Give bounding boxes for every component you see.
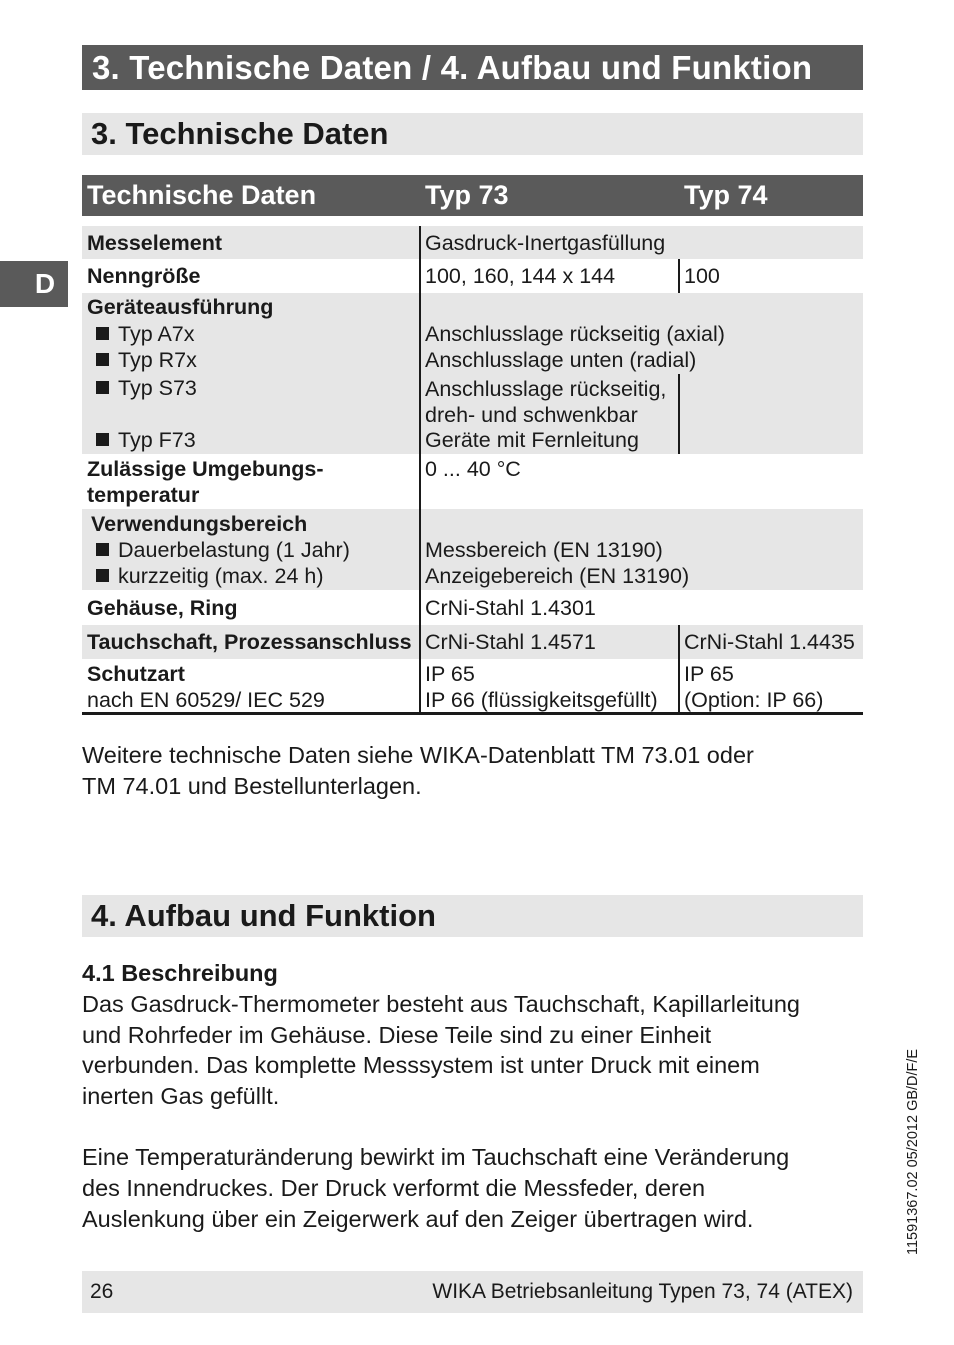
paragraph-line: verbunden. Das komplette Messsystem ist unter Druck mit einem <box>82 1052 760 1078</box>
language-tab: D <box>0 261 68 307</box>
list-item: Dauerbelastung (1 Jahr) <box>96 537 350 563</box>
row-value-typ74: CrNi-Stahl 1.4435 <box>684 630 855 654</box>
table-row-tauchschaft <box>82 625 863 659</box>
row-value: 0 ... 40 °C <box>425 457 521 481</box>
row-value: Gasdruck-Inertgasfüllung <box>425 231 666 255</box>
header-technische-daten: Technische Daten <box>87 180 317 210</box>
row-label: Zulässige Umgebungs- <box>87 457 324 481</box>
paragraph-line: Auslenkung über ein Zeigerwerk auf den Zeiger übertragen wird. <box>82 1206 754 1232</box>
row-value-typ74: IP 65 <box>684 662 734 686</box>
row-value: Anzeigebereich (EN 13190) <box>425 564 690 588</box>
row-label: Gehäuse, Ring <box>87 596 238 620</box>
row-value-typ73: IP 66 (flüssigkeitsgefüllt) <box>425 688 658 712</box>
note-line: Weitere technische Daten siehe WIKA-Datenblatt TM 73.01 oder <box>82 742 754 768</box>
note-line: TM 74.01 und Bestellunterlagen. <box>82 773 422 799</box>
list-item: kurzzeitig (max. 24 h) <box>96 563 324 589</box>
paragraph-line: des Innendruckes. Der Druck verformt die Messfeder, deren <box>82 1175 706 1201</box>
row-label: Messelement <box>87 231 223 255</box>
table-row-messelement <box>82 226 863 259</box>
document-code: 11591367.02 05/2012 GB/D/F/E <box>905 1048 921 1255</box>
bullet-square-icon <box>96 353 109 366</box>
row-value-typ73: CrNi-Stahl 1.4571 <box>425 630 596 654</box>
bullet-square-icon <box>96 433 109 446</box>
paragraph-line: inerten Gas gefüllt. <box>82 1083 280 1109</box>
row-value-typ74: (Option: IP 66) <box>684 688 824 712</box>
row-value: Anschlusslage rückseitig (axial) <box>425 322 725 346</box>
subsection-heading: 4.1 Beschreibung <box>82 960 278 986</box>
table-row-gehaeuse <box>82 590 863 625</box>
bullet-square-icon <box>96 327 109 340</box>
row-label: Tauchschaft, Prozessanschluss <box>87 630 412 654</box>
column-divider <box>678 259 680 293</box>
header-typ74: Typ 74 <box>684 180 768 210</box>
row-label: Nenngröße <box>87 264 201 288</box>
list-item: Typ A7x <box>96 321 195 347</box>
paragraph-line: Eine Temperaturänderung bewirkt im Tauchschaft eine Veränderung <box>82 1144 790 1170</box>
list-item: Typ R7x <box>96 347 197 373</box>
page-footer <box>82 1271 863 1313</box>
paragraph-line: und Rohrfeder im Gehäuse. Diese Teile sind zu einer Einheit <box>82 1022 712 1048</box>
page-number: 26 <box>90 1280 114 1303</box>
list-item: Typ F73 <box>96 427 196 453</box>
section-3-title: 3. Technische Daten <box>82 113 863 155</box>
column-divider <box>678 374 680 454</box>
table-row-schutzart <box>82 659 863 712</box>
section-4-title: 4. Aufbau und Funktion <box>82 895 863 937</box>
row-label-cont: temperatur <box>87 483 200 507</box>
table-row-nenngroesse <box>82 259 863 293</box>
row-value: dreh- und schwenkbar <box>425 403 638 427</box>
row-value: Geräte mit Fernleitung <box>425 428 639 452</box>
footer-doc-title: WIKA Betriebsanleitung Typen 73, 74 (ATEX) <box>432 1280 853 1303</box>
row-value-typ73: 100, 160, 144 x 144 <box>425 264 616 288</box>
column-divider <box>678 625 680 715</box>
row-value: Messbereich (EN 13190) <box>425 538 663 562</box>
table-bottom-rule <box>82 712 863 715</box>
header-typ73: Typ 73 <box>425 180 509 210</box>
row-label: Schutzart <box>87 662 185 686</box>
bullet-square-icon <box>96 569 109 582</box>
row-label-norm: nach EN 60529/ IEC 529 <box>87 688 325 712</box>
row-value-typ73: IP 65 <box>425 662 475 686</box>
table-row-umgebungstemperatur <box>82 454 863 509</box>
row-value-typ74: 100 <box>684 264 720 288</box>
bullet-square-icon <box>96 543 109 556</box>
table-row-verwendungsbereich <box>82 509 863 590</box>
table-row-geraeteausfuehrung <box>82 293 863 454</box>
row-value: CrNi-Stahl 1.4301 <box>425 596 596 620</box>
bullet-square-icon <box>96 381 109 394</box>
column-divider <box>419 226 421 715</box>
row-value: Anschlusslage rückseitig, <box>425 377 667 401</box>
table-header <box>82 175 863 216</box>
row-label: Geräteausführung <box>87 295 274 319</box>
paragraph-line: Das Gasdruck-Thermometer besteht aus Tauchschaft, Kapillarleitung <box>82 991 800 1017</box>
list-item: Typ S73 <box>96 375 197 401</box>
row-value: Anschlusslage unten (radial) <box>425 348 697 372</box>
row-label: Verwendungsbereich <box>91 512 308 536</box>
page-title: 3. Technische Daten / 4. Aufbau und Funktion <box>82 45 863 90</box>
